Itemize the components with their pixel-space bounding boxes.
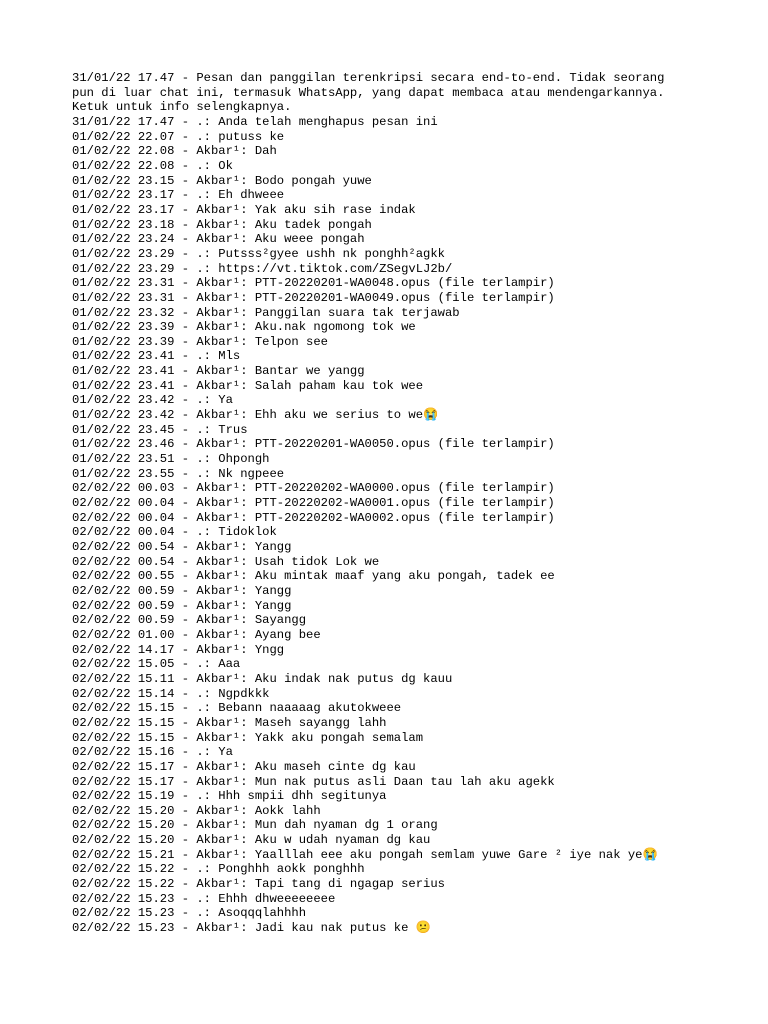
chat-line: 02/02/22 00.04 - .: Tidoklok — [72, 525, 277, 540]
chat-line: 01/02/22 23.41 - Akbar¹: Salah paham kau tok wee — [72, 378, 424, 393]
chat-line: 01/02/22 23.17 - Akbar¹: Yak aku sih rase indak — [72, 202, 416, 217]
chat-line: 02/02/22 15.22 - Akbar¹: Tapi tang di ngagap serius — [72, 877, 445, 892]
chat-line: 01/02/22 22.08 - Akbar¹: Dah — [72, 144, 277, 159]
chat-line: 01/02/22 23.46 - Akbar¹: PTT-20220201-WA0050.opus (file terlampir) — [72, 437, 555, 452]
chat-line: 01/02/22 23.18 - Akbar¹: Aku tadek pongah — [72, 217, 372, 232]
chat-line: 02/02/22 15.11 - Akbar¹: Aku indak nak putus dg kauu — [72, 671, 453, 686]
chat-line: 02/02/22 00.59 - Akbar¹: Yangg — [72, 583, 292, 598]
chat-line: 02/02/22 15.23 - Akbar¹: Jadi kau nak putus ke 😕 — [72, 921, 431, 936]
chat-line: 01/02/22 23.42 - Akbar¹: Ehh aku we serius to we😭 — [72, 408, 439, 423]
chat-line: 02/02/22 15.17 - Akbar¹: Aku maseh cinte dg kau — [72, 759, 416, 774]
system-notice-line-2: pun di luar chat ini, termasuk WhatsApp, yang dapat membaca atau mendengarkannya. — [72, 85, 665, 100]
chat-line: 02/02/22 01.00 - Akbar¹: Ayang bee — [72, 627, 321, 642]
chat-line: 02/02/22 14.17 - Akbar¹: Yngg — [72, 642, 285, 657]
chat-line: 02/02/22 00.04 - Akbar¹: PTT-20220202-WA0002.opus (file terlampir) — [72, 510, 555, 525]
chat-line: 02/02/22 15.15 - Akbar¹: Maseh sayangg lahh — [72, 715, 387, 730]
chat-line: 02/02/22 15.16 - .: Ya — [72, 745, 233, 760]
chat-line: 02/02/22 15.19 - .: Hhh smpii dhh segitunya — [72, 789, 387, 804]
chat-line: 01/02/22 23.41 - .: Mls — [72, 349, 241, 364]
chat-line: 02/02/22 15.05 - .: Aaa — [72, 657, 241, 672]
chat-line: 02/02/22 00.04 - Akbar¹: PTT-20220202-WA0001.opus (file terlampir) — [72, 496, 555, 511]
system-notice-line-3: Ketuk untuk info selengkapnya. — [72, 100, 292, 115]
chat-line: 02/02/22 15.14 - .: Ngpdkkk — [72, 686, 270, 701]
chat-line: 01/02/22 23.29 - .: https://vt.tiktok.com/ZSegvLJ2b/ — [72, 261, 453, 276]
chat-line: 02/02/22 15.15 - .: Bebann naaaaag akutokweee — [72, 701, 402, 716]
chat-line: 02/02/22 00.59 - Akbar¹: Yangg — [72, 598, 292, 613]
chat-line: 01/02/22 23.42 - .: Ya — [72, 393, 233, 408]
chat-line: 02/02/22 00.59 - Akbar¹: Sayangg — [72, 613, 307, 628]
chat-line: 01/02/22 23.39 - Akbar¹: Telpon see — [72, 334, 328, 349]
chat-line: 01/02/22 23.31 - Akbar¹: PTT-20220201-WA0049.opus (file terlampir) — [72, 290, 555, 305]
chat-line: 02/02/22 00.55 - Akbar¹: Aku mintak maaf yang aku pongah, tadek ee — [72, 569, 555, 584]
chat-line: 02/02/22 15.17 - Akbar¹: Mun nak putus asli Daan tau lah aku agekk — [72, 774, 555, 789]
chat-line: 02/02/22 00.54 - Akbar¹: Yangg — [72, 540, 292, 554]
chat-line: 02/02/22 15.15 - Akbar¹: Yakk aku pongah semalam — [72, 730, 424, 745]
chat-line: 02/02/22 00.03 - Akbar¹: PTT-20220202-WA0000.opus (file terlampir) — [72, 481, 555, 496]
chat-line: 02/02/22 15.21 - Akbar¹: Yaalllah eee aku pongah semlam yuwe Gare ² iye nak ye😭 — [72, 847, 658, 862]
chat-line: 01/02/22 23.32 - Akbar¹: Panggilan suara tak terjawab — [72, 305, 460, 320]
chat-line: 01/02/22 22.08 - .: Ok — [72, 158, 233, 173]
chat-line: 01/02/22 23.31 - Akbar¹: PTT-20220201-WA0048.opus (file terlampir) — [72, 276, 555, 291]
chat-line: 01/02/22 23.24 - Akbar¹: Aku weee pongah — [72, 232, 365, 247]
chat-line: 01/02/22 23.41 - Akbar¹: Bantar we yangg — [72, 364, 365, 379]
system-notice-line-1: 31/01/22 17.47 - Pesan dan panggilan terenkripsi secara end-to-end. Tidak seorang — [72, 71, 665, 85]
chat-line: 01/02/22 23.51 - .: Ohpongh — [72, 452, 270, 467]
chat-line: 01/02/22 23.17 - .: Eh dhweee — [72, 188, 285, 203]
chat-line: 01/02/22 23.39 - Akbar¹: Aku.nak ngomong tok we — [72, 320, 416, 335]
chat-line: 02/02/22 15.23 - .: Ehhh dhweeeeeeee — [72, 891, 336, 906]
chat-line: 01/02/22 23.15 - Akbar¹: Bodo pongah yuwe — [72, 173, 372, 188]
chat-line: 02/02/22 00.54 - Akbar¹: Usah tidok Lok we — [72, 554, 380, 569]
chat-line: 01/02/22 23.55 - .: Nk ngpeee — [72, 466, 285, 481]
chat-line: 02/02/22 15.20 - Akbar¹: Aokk lahh — [72, 803, 321, 818]
chat-line: 02/02/22 15.23 - .: Asoqqqlahhhh — [72, 906, 307, 921]
chat-line: 01/02/22 22.07 - .: putuss ke — [72, 129, 285, 144]
chat-line: 02/02/22 15.22 - .: Ponghhh aokk ponghhh — [72, 862, 365, 877]
chat-line: 31/01/22 17.47 - .: Anda telah menghapus pesan ini — [72, 114, 438, 129]
chat-line: 01/02/22 23.29 - .: Putsss²gyee ushh nk ponghh²agkk — [72, 246, 445, 261]
chat-line: 01/02/22 23.45 - .: Trus — [72, 422, 248, 437]
chat-export-text — [72, 71, 692, 936]
chat-line: 02/02/22 15.20 - Akbar¹: Aku w udah nyaman dg kau — [72, 833, 431, 848]
chat-line: 02/02/22 15.20 - Akbar¹: Mun dah nyaman dg 1 orang — [72, 818, 438, 833]
